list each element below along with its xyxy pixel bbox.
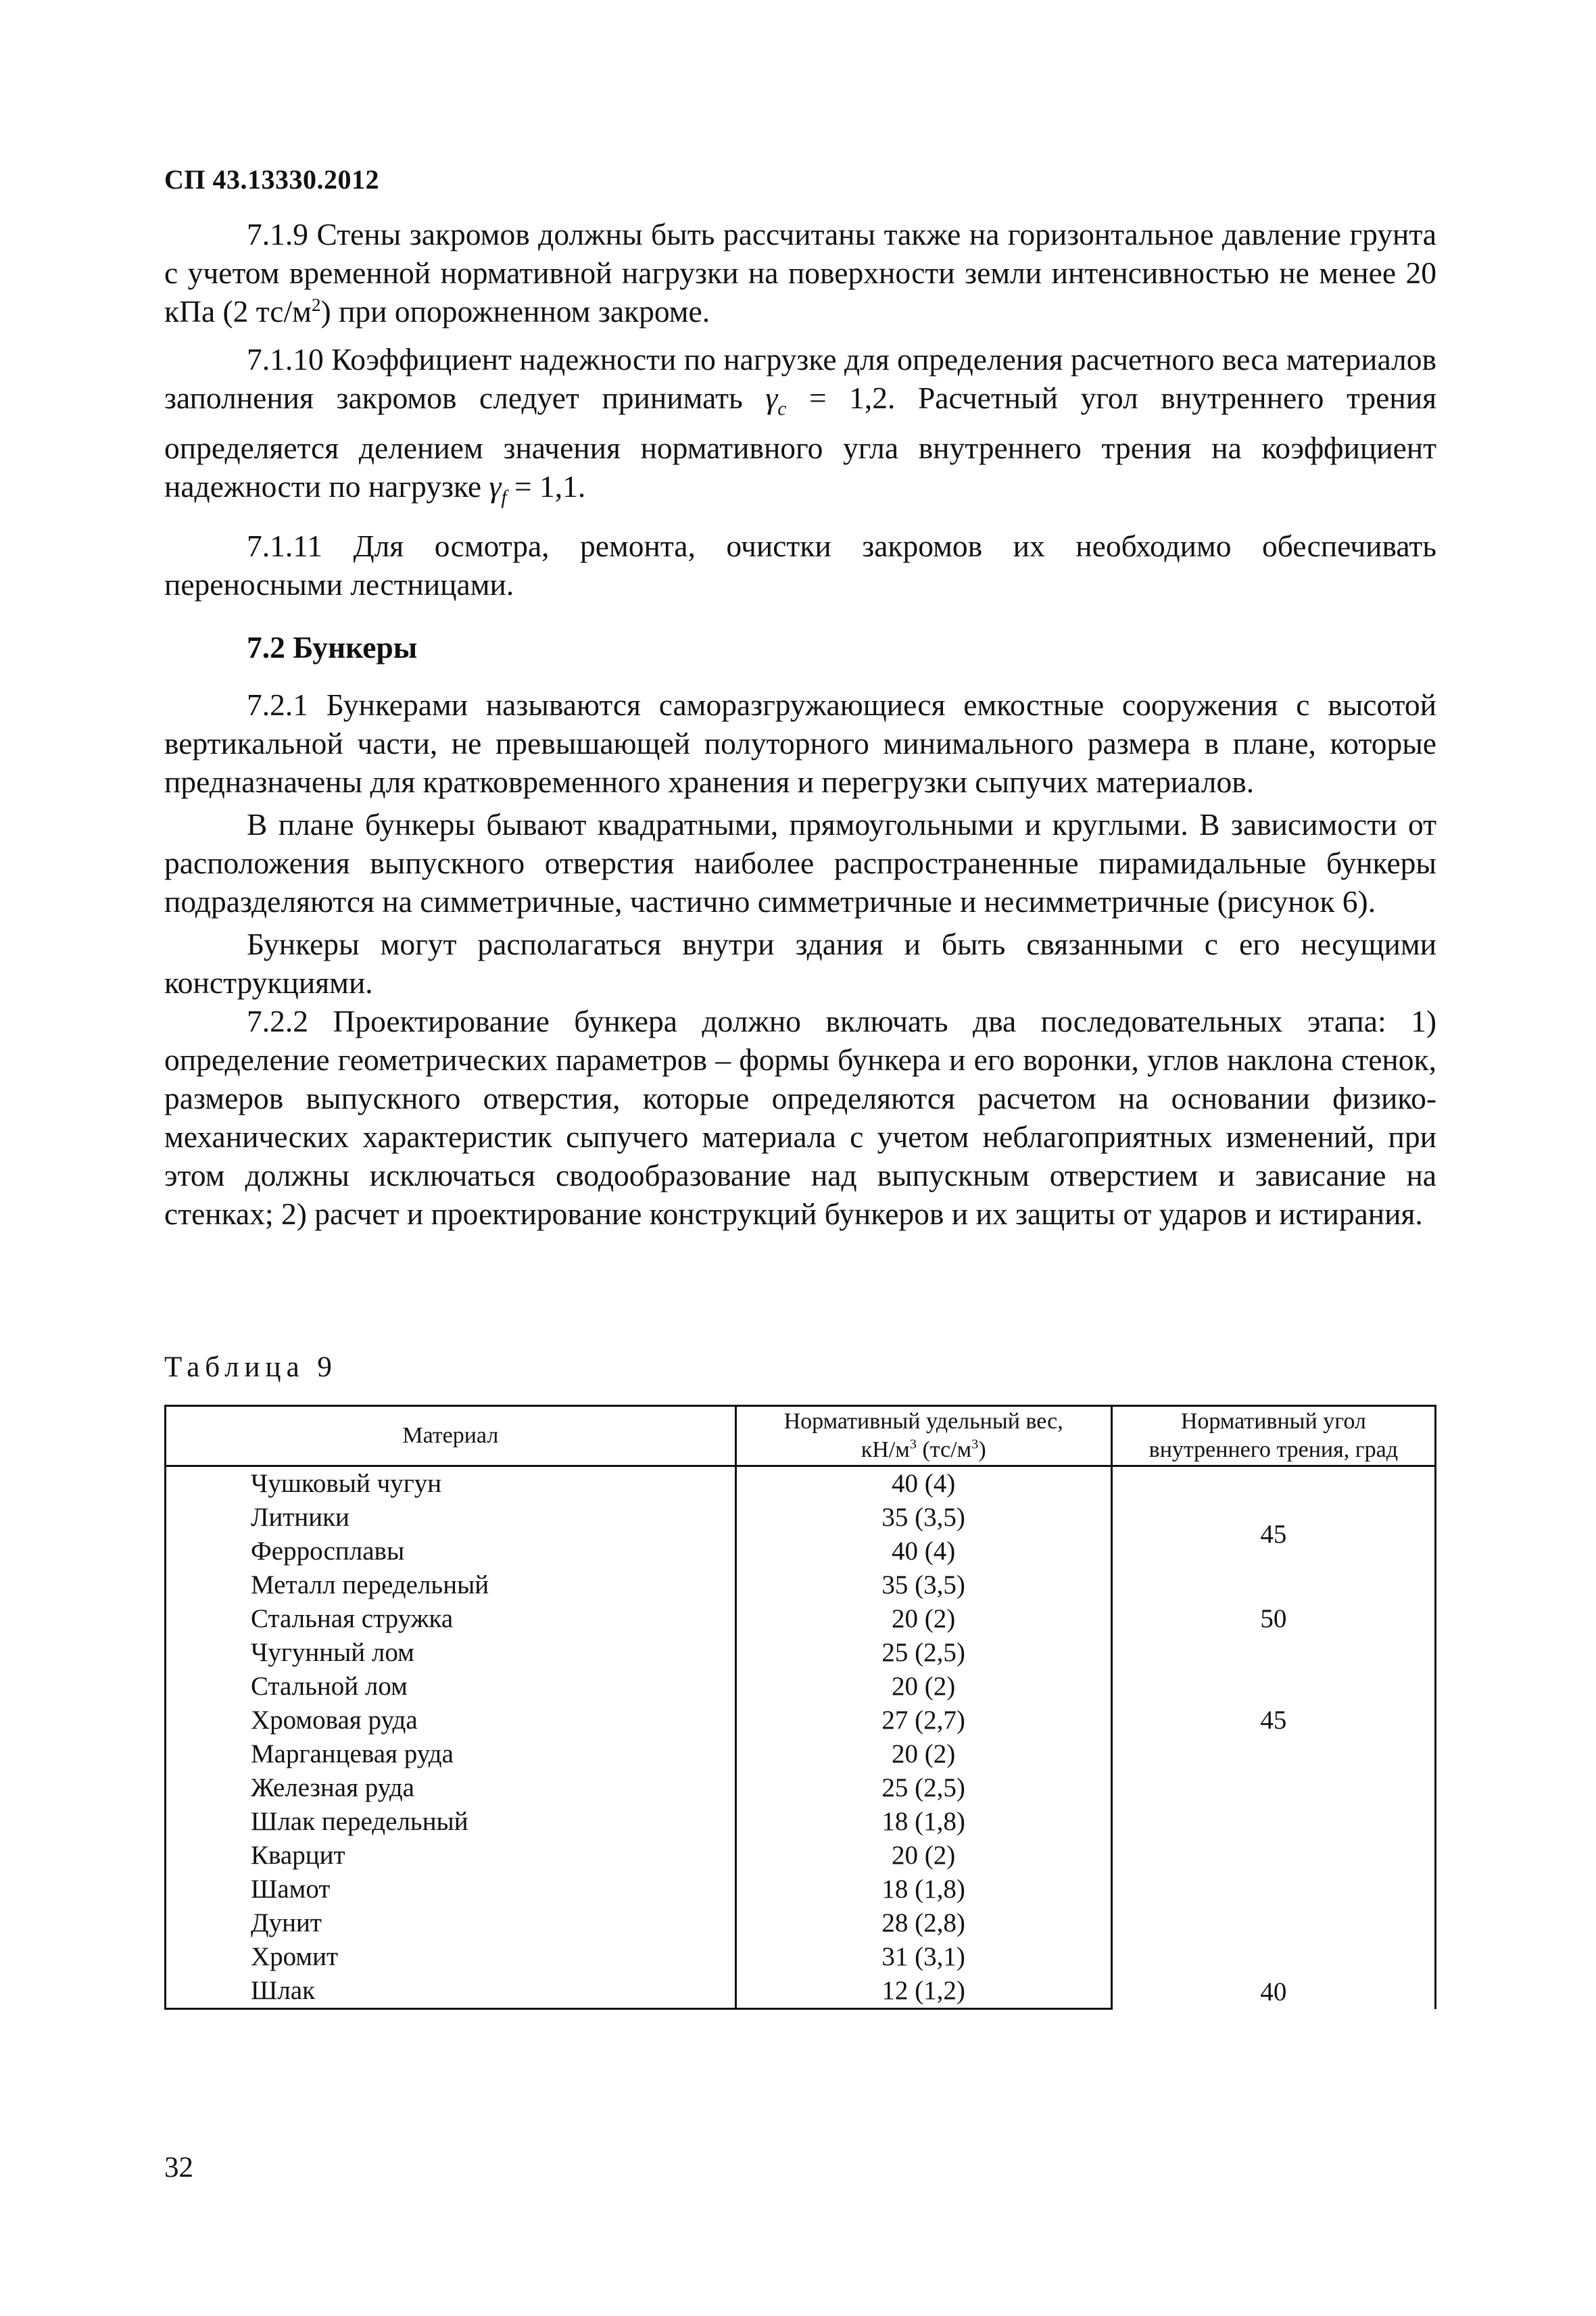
paragraph-7-2-2: 7.2.2 Проектирование бункера должно включать два последовательных этапа: 1) определение геометрических параметров – формы бункера и его воронки, углов наклона стенок, размеров выпускного отверстия, которые определяются расчетом на основании физико-механических характеристик сыпучего материала с учетом неблагоприятных изменений, при этом должны исключаться сводообразование над выпускным отверстием и зависание на стенках; 2) расчет и проектирование конструкций бункеров и их защиты от ударов и истирания. xyxy=(164,1004,1436,1232)
cell-weight: 28 (2,8) xyxy=(735,1906,1111,1940)
paragraph-7-2-1-plan: В плане бункеры бывают квадратными, прямоугольными и круглыми. В зависимости от расположения выпускного отверстия наиболее распространенные пирамидальные бункеры подразделяются на симметричные, частично симметричные и несимметричные (рисунок 6). xyxy=(164,807,1436,919)
cell-angle-group-3: 45 xyxy=(1111,1636,1435,1805)
cell-weight: 20 (2) xyxy=(735,1602,1111,1636)
cell-material: Дунит xyxy=(166,1906,736,1940)
table-row xyxy=(166,1602,1436,1636)
cell-material: Стальная стружка xyxy=(166,1602,736,1636)
cell-material: Чугунный лом xyxy=(166,1636,736,1670)
cell-material: Стальной лом xyxy=(166,1670,736,1704)
section-title-bunkers: 7.2 Бункеры xyxy=(247,630,418,665)
cell-material: Литники xyxy=(166,1501,736,1535)
cell-angle-group-4: 40 xyxy=(1111,1805,1435,2009)
cell-material: Кварцит xyxy=(166,1839,736,1873)
cell-weight: 25 (2,5) xyxy=(735,1771,1111,1805)
cell-weight: 25 (2,5) xyxy=(735,1636,1111,1670)
cell-material: Хромовая руда xyxy=(166,1704,736,1737)
cell-weight: 18 (1,8) xyxy=(735,1873,1111,1906)
cell-weight: 18 (1,8) xyxy=(735,1805,1111,1839)
header-material: Материал xyxy=(166,1406,736,1466)
cell-weight: 35 (3,5) xyxy=(735,1501,1111,1535)
body-text xyxy=(164,215,1436,1233)
cell-material: Железная руда xyxy=(166,1771,736,1805)
cell-weight: 27 (2,7) xyxy=(735,1704,1111,1737)
header-weight: Нормативный удельный вес, $кН/м^3$ $(тс/м^3)$ xyxy=(735,1406,1111,1466)
cell-material: Шамот xyxy=(166,1873,736,1906)
cell-weight: 35 (3,5) xyxy=(735,1568,1111,1602)
header-angle: Нормативный угол внутреннего трения, град xyxy=(1111,1406,1435,1466)
table-caption: Таблица 9 xyxy=(164,1351,337,1383)
cell-angle-group-2: 50 xyxy=(1111,1602,1435,1636)
cell-weight: 40 (4) xyxy=(735,1535,1111,1568)
cell-weight: 31 (3,1) xyxy=(735,1940,1111,1974)
table-row xyxy=(166,1636,1436,1670)
table-row xyxy=(166,1466,1436,1501)
table-9 xyxy=(164,1405,1436,2010)
cell-material: Шлак передельный xyxy=(166,1805,736,1839)
cell-material: Металл передельный xyxy=(166,1568,736,1602)
cell-material: Чушковый чугун xyxy=(166,1466,736,1501)
cell-weight: 12 (1,2) xyxy=(735,1974,1111,2009)
table-row xyxy=(166,1805,1436,1839)
cell-weight: 20 (2) xyxy=(735,1839,1111,1873)
paragraph-7-1-11: 7.1.11 Для осмотра, ремонта, очистки закромов их необходимо обеспечивать переносными лестницами. xyxy=(164,529,1436,602)
cell-material: Хромит xyxy=(166,1940,736,1974)
cell-weight: 40 (4) xyxy=(735,1466,1111,1501)
page-number: 32 xyxy=(164,2152,193,2184)
table-header-row xyxy=(166,1406,1436,1466)
cell-material: Марганцевая руда xyxy=(166,1737,736,1771)
paragraph-7-1-9: 7.1.9 Стены закромов должны быть рассчитаны также на горизонтальное давление грунта с учетом временной нормативной нагрузки на поверхности земли интенсивностью не менее 20 кПа (2 $тс/м^2$) при опорожненном закроме. xyxy=(164,217,1436,329)
paragraph-7-2-1-location: Бункеры могут располагаться внутри здания и быть связанными с его несущими конструкциями. xyxy=(164,927,1436,1000)
cell-material: Шлак xyxy=(166,1974,736,2009)
cell-material: Ферросплавы xyxy=(166,1535,736,1568)
document-code: СП 43.13330.2012 xyxy=(164,164,379,195)
paragraph-7-2-1: 7.2.1 Бункерами называются саморазгружающиеся емкостные сооружения с высотой вертикальной части, не превышающей полуторного минимального размера в плане, которые предназначены для кратковременного хранения и перегрузки сыпучих материалов. xyxy=(164,687,1436,800)
cell-weight: 20 (2) xyxy=(735,1737,1111,1771)
cell-angle-group-1: 45 xyxy=(1111,1466,1435,1603)
paragraph-7-1-10: 7.1.10 Коэффициент надежности по нагрузке для определения расчетного веса материалов заполнения закромов следует принимать $\gamma_c = 1,2$. Расчетный угол внутреннего трения определяется делением значения нормативного угла внутреннего трения на коэффициент надежности по нагрузке $\gamma_f = 1,1$. xyxy=(164,342,1436,509)
cell-weight: 20 (2) xyxy=(735,1670,1111,1704)
